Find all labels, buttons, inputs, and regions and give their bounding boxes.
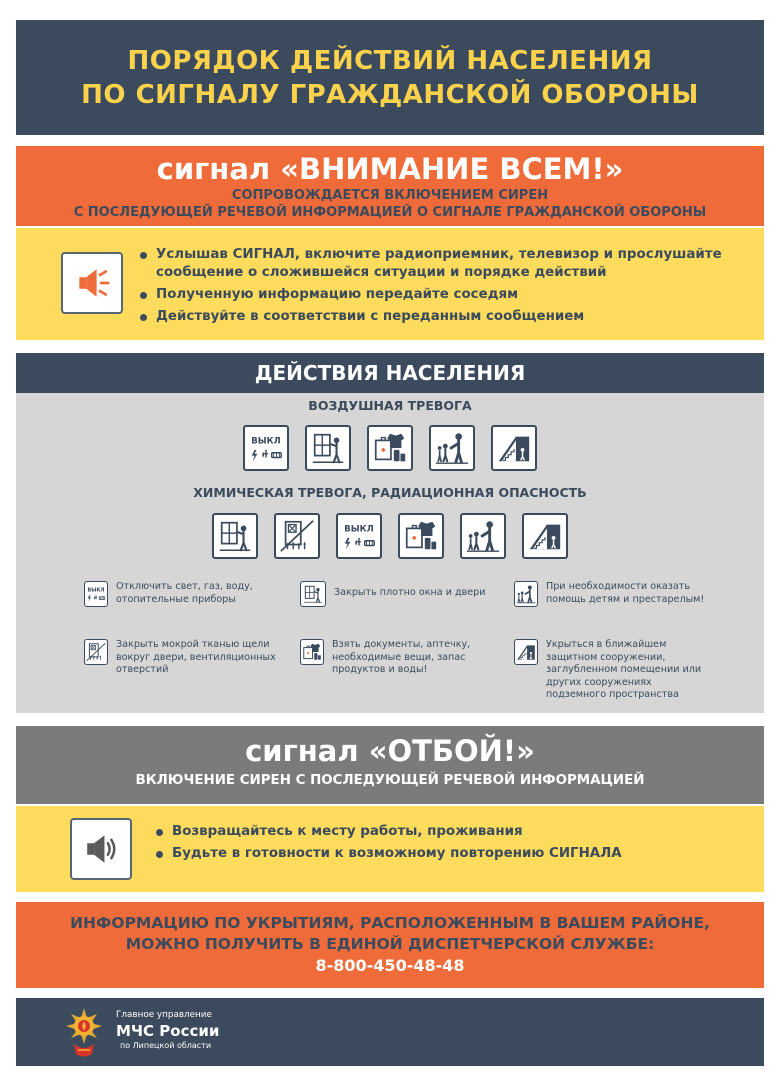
org-line-1: Главное управление (116, 1010, 212, 1020)
legend-take-shelter-text: Укрыться в ближайшем защитном сооружении, заглубленном помещении или других сооружениях подземного пространства (546, 639, 702, 700)
close-windows-icon (300, 581, 326, 607)
population-actions-header (16, 353, 764, 393)
shelter-info-line-2: МОЖНО ПОЛУЧИТЬ В ЕДИНОЙ ДИСПЕТЧЕРСКОЙ СЛУЖБЕ: (125, 935, 655, 953)
attention-bullet-1: Услышав СИГНАЛ, включите радиоприемник, телевизор и прослушайте сообщение о сложившейся ситуации и порядке действий (138, 246, 738, 282)
emercom-emblem-icon (56, 1004, 112, 1062)
close-windows-icon (305, 425, 351, 471)
all-clear-bullet-2: Будьте в готовности к возможному повторению СИГНАЛА (154, 845, 734, 863)
legend-seal-gaps (84, 639, 284, 677)
legend-take-documents (300, 639, 500, 677)
population-actions-panel (16, 393, 764, 713)
attention-signal-subtitle-2: С ПОСЛЕДУЮЩЕЙ РЕЧЕВОЙ ИНФОРМАЦИЕЙ О СИГНАЛЕ ГРАЖДАНСКОЙ ОБОРОНЫ (73, 205, 707, 220)
air-raid-title: ВОЗДУШНАЯ ТРЕВОГА (308, 398, 472, 413)
population-actions-title: ДЕЙСТВИЯ НАСЕЛЕНИЯ (254, 361, 526, 385)
all-clear-signal-title: сигнал «ОТБОЙ!» (245, 734, 535, 768)
org-line-3: по Липецкой области (120, 1041, 212, 1050)
close-windows-icon (212, 513, 258, 559)
legend-help-others-text: При необходимости оказать помощь детям и престарелым! (546, 581, 705, 605)
all-clear-signal-subtitle: ВКЛЮЧЕНИЕ СИРЕН С ПОСЛЕДУЮЩЕЙ РЕЧЕВОЙ ИНФОРМАЦИЕЙ (135, 773, 645, 788)
documents-kit-icon (367, 425, 413, 471)
shelter-icon (522, 513, 568, 559)
documents-kit-icon (300, 639, 324, 665)
attention-bullet-2: Полученную информацию передайте соседям (138, 286, 738, 304)
legend-close-windows (300, 581, 500, 607)
attention-instructions (16, 228, 764, 340)
switch-off-icon (336, 513, 382, 559)
chemical-alert-title: ХИМИЧЕСКАЯ ТРЕВОГА, РАДИАЦИОННАЯ ОПАСНОСТЬ (193, 485, 587, 500)
shelter-icon (491, 425, 537, 471)
attention-bullet-list (138, 246, 738, 326)
legend-help-others (514, 581, 714, 607)
legend-close-windows-text: Закрыть плотно окна и двери (334, 587, 486, 598)
shelter-info-banner (16, 902, 764, 988)
attention-signal-title: сигнал «ВНИМАНИЕ ВСЕМ!» (156, 152, 624, 186)
legend-take-documents-text: Взять документы, аптечку, необходимые вещи, запас продуктов и воды! (332, 639, 471, 675)
help-people-icon (460, 513, 506, 559)
legend-switch-off-text: Отключить свет, газ, воду, отопительные приборы (116, 581, 253, 605)
poster-title-line-1: ПОРЯДОК ДЕЙСТВИЙ НАСЕЛЕНИЯ (127, 45, 653, 76)
shelter-icon (514, 639, 538, 665)
all-clear-instructions (16, 806, 764, 892)
hotline-phone-number: 8-800-450-48-48 (315, 956, 465, 975)
switch-off-icon (243, 425, 289, 471)
footer-banner (16, 998, 764, 1066)
speaker-icon (70, 818, 132, 880)
documents-kit-icon (398, 513, 444, 559)
switch-off-icon (84, 581, 108, 607)
legend-switch-off (84, 581, 274, 607)
chemical-alert-icon-row (16, 513, 764, 559)
organization-name (116, 1010, 219, 1051)
wet-cloth-seal-icon (84, 639, 108, 665)
all-clear-signal-header (16, 726, 764, 804)
all-clear-bullet-list (154, 823, 734, 863)
shelter-info-line-1: ИНФОРМАЦИЮ ПО УКРЫТИЯМ, РАСПОЛОЖЕННЫМ В ВАШЕМ РАЙОНЕ, (70, 914, 710, 932)
poster-title-banner (16, 20, 764, 135)
poster-title-line-2: ПО СИГНАЛУ ГРАЖДАНСКОЙ ОБОРОНЫ (81, 79, 699, 110)
wet-cloth-seal-icon (274, 513, 320, 559)
legend-take-shelter (514, 639, 714, 702)
loudspeaker-icon (61, 252, 123, 314)
attention-signal-header (16, 146, 764, 226)
help-people-icon (514, 581, 538, 607)
help-people-icon (429, 425, 475, 471)
all-clear-bullet-1: Возвращайтесь к месту работы, проживания (154, 823, 734, 841)
signal-word: СИГНАЛ (232, 247, 295, 262)
air-raid-icon-row (16, 425, 764, 471)
attention-signal-subtitle-1: СОПРОВОЖДАЕТСЯ ВКЛЮЧЕНИЕМ СИРЕН (231, 188, 549, 203)
attention-bullet-3: Действуйте в соответствии с переданным сообщением (138, 308, 738, 326)
org-line-2: МЧС России (116, 1022, 220, 1040)
legend-seal-gaps-text: Закрыть мокрой тканью щели вокруг двери, вентиляционных отверстий (116, 639, 276, 675)
